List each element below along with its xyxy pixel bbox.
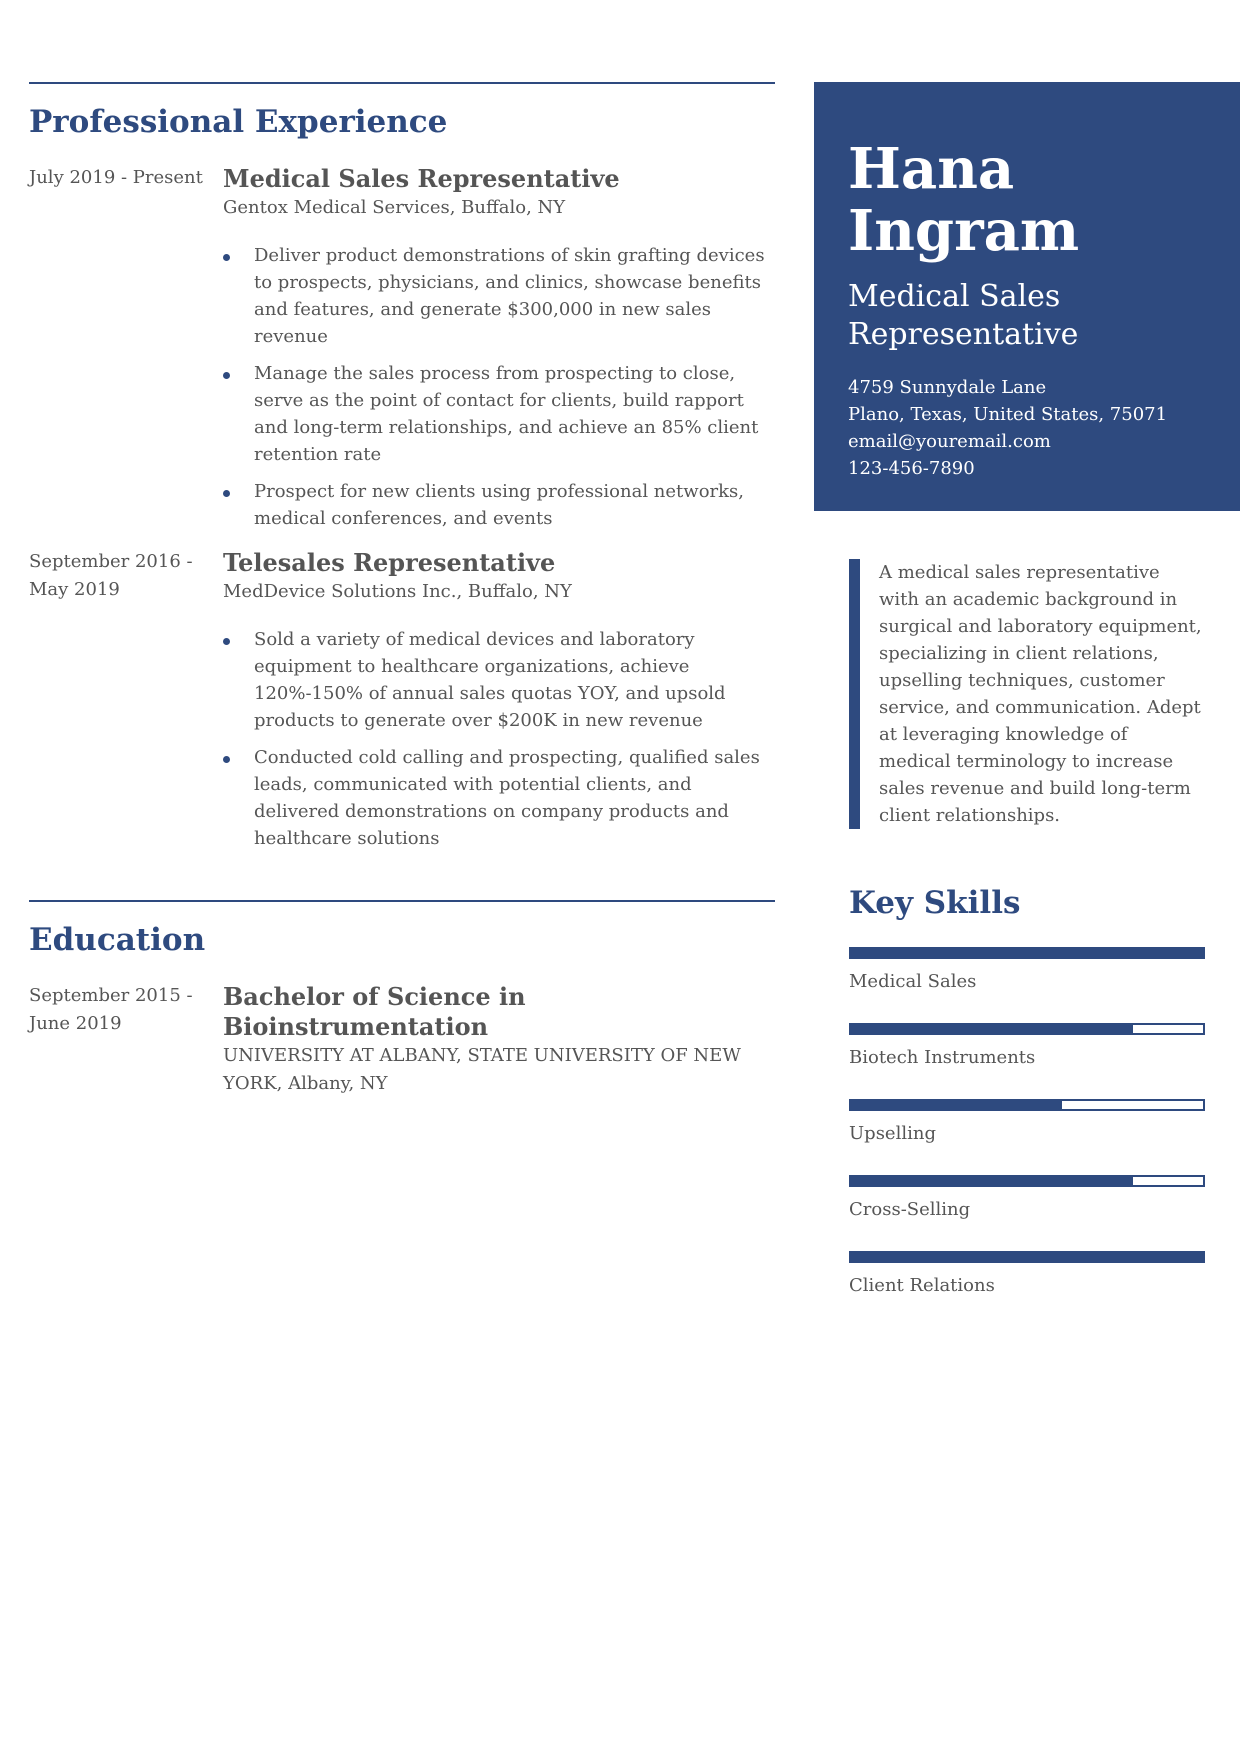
contact-address: 4759 Sunnydale Lane: [848, 377, 1047, 398]
bullet-dot-icon: [223, 372, 230, 379]
bullet-dot-icon: [223, 254, 230, 261]
job-date: September 2016 - May 2019: [29, 551, 193, 600]
skill-level-bar: [849, 1251, 1205, 1263]
skill-level-fill: [851, 1025, 1133, 1033]
person-role: Medical Sales Representative: [848, 279, 1079, 352]
job-entry: [29, 164, 775, 532]
bullet-dot-icon: [223, 490, 230, 497]
skill-name: Medical Sales: [849, 971, 977, 992]
job-body: [223, 548, 775, 852]
experience-heading: Professional Experience: [29, 104, 448, 140]
contact-phone: 123-456-7890: [848, 458, 975, 479]
header-box: [814, 82, 1240, 511]
job-company: MedDevice Solutions Inc., Buffalo, NY: [223, 581, 572, 602]
skills-list: [849, 947, 1205, 1299]
bullet-item: Manage the sales process from prospecting to close, serve as the point of contact for clients, build rapport and long-term relationships, and achieve an 85% client retention rate: [223, 360, 775, 468]
skill-level-bar: [849, 1023, 1205, 1035]
bullet-item: Conducted cold calling and prospecting, qualified sales leads, communicated with potential clients, and delivered demonstrations on company products and healthcare solutions: [223, 744, 775, 852]
education-body: [223, 982, 775, 1098]
main-column: [29, 82, 775, 1098]
bullet-dot-icon: [223, 638, 230, 645]
job-entry: [29, 548, 775, 852]
skill-level-fill: [851, 1253, 1203, 1261]
education-divider: [29, 900, 775, 902]
side-column: [814, 82, 1240, 1299]
skill-level-bar: [849, 1099, 1205, 1111]
job-title: Telesales Representative: [223, 548, 556, 577]
job-title: Medical Sales Representative: [223, 164, 620, 193]
skills-heading: Key Skills: [849, 885, 1021, 921]
skill-name: Biotech Instruments: [849, 1047, 1036, 1068]
contact-city: Plano, Texas, United States, 75071: [848, 404, 1168, 425]
school-name: UNIVERSITY AT ALBANY, STATE UNIVERSITY OF NEW YORK, Albany, NY: [223, 1045, 741, 1094]
job-body: [223, 164, 775, 532]
skill-name: Client Relations: [849, 1275, 995, 1296]
contact-info: [848, 374, 1220, 482]
job-date: July 2019 - Present: [29, 167, 203, 188]
skill-level-fill: [851, 1101, 1062, 1109]
skill-level-bar: [849, 1175, 1205, 1187]
key-skills: [849, 885, 1205, 1299]
profile-summary: A medical sales representative with an academic background in surgical and laboratory equipment, specializing in client relations, upselling techniques, customer service, and communication. Adept at leveraging knowledge of medical terminology to increase sales revenue and build long-term client relationships.: [849, 559, 1203, 829]
job-bullets: [223, 626, 775, 852]
bullet-item: Deliver product demonstrations of skin grafting devices to prospects, physicians, and clinics, showcase benefits and features, and generate $300,000 in new sales revenue: [223, 242, 775, 350]
bullet-item: Prospect for new clients using professional networks, medical conferences, and events: [223, 478, 775, 532]
bullet-dot-icon: [223, 756, 230, 763]
skill-name: Upselling: [849, 1123, 936, 1144]
skill-name: Cross-Selling: [849, 1199, 971, 1220]
skill-level-fill: [851, 1177, 1133, 1185]
skill-item: [849, 1023, 1205, 1071]
contact-email: email@youremail.com: [848, 431, 1051, 452]
skill-level-fill: [851, 949, 1203, 957]
experience-divider: [29, 82, 775, 84]
person-name: Hana Ingram: [848, 136, 1080, 264]
bullet-item: Sold a variety of medical devices and laboratory equipment to healthcare organizations, achieve 120%-150% of annual sales quotas YOY, and upsold products to generate over $200K in new revenue: [223, 626, 775, 734]
skill-item: [849, 1251, 1205, 1299]
skill-item: [849, 1099, 1205, 1147]
skill-item: [849, 1175, 1205, 1223]
education-heading: Education: [29, 922, 206, 958]
job-company: Gentox Medical Services, Buffalo, NY: [223, 197, 566, 218]
education-date: September 2015 - June 2019: [29, 985, 193, 1034]
education-entry: [29, 982, 775, 1098]
job-bullets: [223, 242, 775, 532]
skill-item: [849, 947, 1205, 995]
degree-title: Bachelor of Science in Bioinstrumentation: [223, 982, 526, 1041]
skill-level-bar: [849, 947, 1205, 959]
